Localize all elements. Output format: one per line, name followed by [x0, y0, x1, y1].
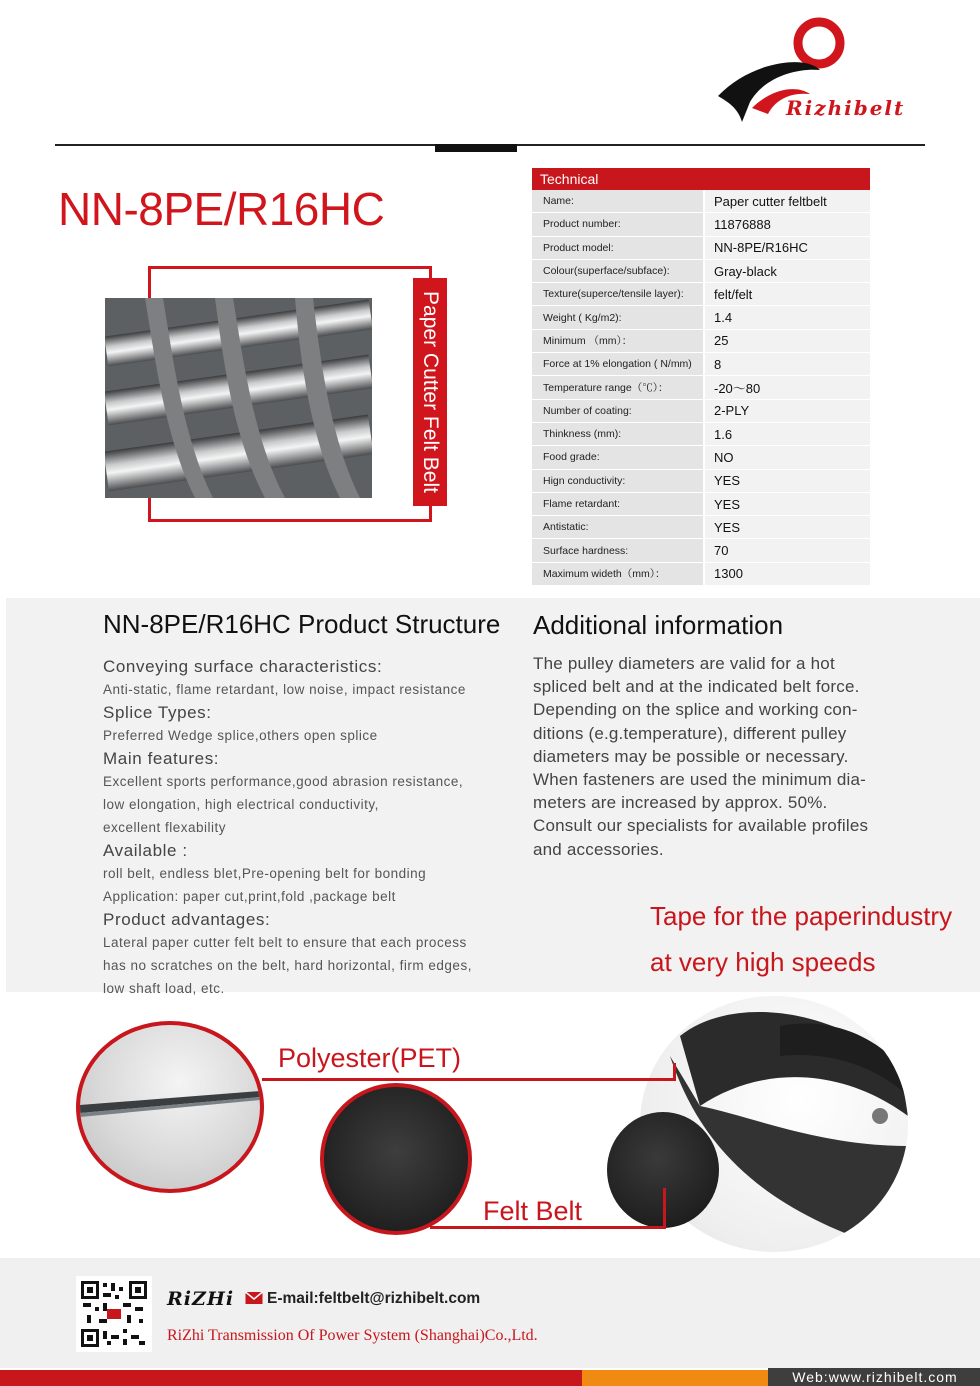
- structure-text: Lateral paper cutter felt belt to ensure that each process: [103, 935, 467, 950]
- structure-heading: Available :: [103, 841, 188, 860]
- additional-line: and accessories.: [533, 839, 664, 859]
- pet-connector-v: [673, 1063, 676, 1081]
- additional-line: When fasteners are used the minimum dia-: [533, 770, 867, 790]
- felt-connector-v: [663, 1188, 666, 1229]
- pet-connector-h: [262, 1078, 676, 1081]
- technical-key: Number of coating:: [532, 399, 704, 422]
- technical-row: [532, 469, 870, 492]
- structure-text: has no scratches on the belt, hard horizontal, firm edges,: [103, 958, 472, 973]
- technical-value: 70: [704, 539, 870, 562]
- additional-body: [533, 652, 893, 861]
- additional-line: ditions (e.g.temperature), different pulley: [533, 723, 847, 743]
- structure-heading: Main features:: [103, 749, 220, 768]
- footer-bar-red: [0, 1370, 582, 1386]
- technical-key: Force at 1% elongation ( N/mm): [532, 353, 704, 376]
- tagline-line-2: at very high speeds: [650, 947, 876, 977]
- technical-value: Paper cutter feltbelt: [704, 190, 870, 213]
- technical-value: 25: [704, 329, 870, 352]
- technical-value: YES: [704, 492, 870, 515]
- technical-key: Weight ( Kg/m2):: [532, 306, 704, 329]
- technical-value: 8: [704, 353, 870, 376]
- technical-table: [532, 190, 870, 586]
- additional-line: meters are increased by approx. 50%.: [533, 793, 828, 813]
- technical-row: [532, 516, 870, 539]
- brand-logo: [710, 10, 930, 130]
- technical-value: 1.4: [704, 306, 870, 329]
- qr-code[interactable]: [76, 1276, 152, 1352]
- structure-body: [103, 655, 513, 1000]
- product-title: NN-8PE/R16HC: [58, 183, 385, 235]
- technical-header: Technical: [532, 168, 870, 190]
- technical-key: Product number:: [532, 213, 704, 236]
- technical-value: 1.6: [704, 422, 870, 445]
- technical-key: Thinkness (mm):: [532, 422, 704, 445]
- technical-value: YES: [704, 469, 870, 492]
- technical-key: Maximum wideth（mm）：: [532, 562, 704, 585]
- structure-text: Application: paper cut,print,fold ,package belt: [103, 889, 396, 904]
- structure-text: low elongation, high electrical conductivity,: [103, 797, 379, 812]
- technical-key: Texture(superce/tensile layer):: [532, 283, 704, 306]
- technical-key: Name:: [532, 190, 704, 213]
- tagline: [650, 893, 980, 985]
- technical-value: 11876888: [704, 213, 870, 236]
- structure-text: Excellent sports performance,good abrasion resistance,: [103, 774, 464, 789]
- structure-heading: Product advantages:: [103, 910, 271, 929]
- structure-text: low shaft load, etc.: [103, 981, 225, 996]
- additional-title: Additional information: [533, 610, 784, 640]
- footer-brand-mark: RiZHi: [167, 1288, 235, 1310]
- technical-key: Hign conductivity:: [532, 469, 704, 492]
- technical-value: Gray-black: [704, 259, 870, 282]
- footer-email[interactable]: E-mail:feltbelt@rizhibelt.com: [267, 1290, 481, 1307]
- technical-value: 1300: [704, 562, 870, 585]
- technical-value: NO: [704, 446, 870, 469]
- structure-heading: Conveying surface characteristics:: [103, 657, 383, 676]
- technical-key: Flame retardant:: [532, 492, 704, 515]
- structure-text: Preferred Wedge splice,others open splice: [103, 728, 378, 743]
- additional-line: spliced belt and at the indicated belt force.: [533, 677, 860, 697]
- technical-row: [532, 492, 870, 515]
- additional-line: The pulley diameters are valid for a hot: [533, 654, 835, 673]
- felt-layer-image: [320, 1083, 472, 1235]
- technical-value: YES: [704, 516, 870, 539]
- technical-key: Antistatic:: [532, 516, 704, 539]
- footer-company: RiZhi Transmission Of Power System (Shanghai)Co.,Ltd.: [167, 1327, 538, 1344]
- technical-value: NN-8PE/R16HC: [704, 236, 870, 259]
- structure-text: excellent flexability: [103, 820, 227, 835]
- technical-value: felt/felt: [704, 283, 870, 306]
- additional-line: Depending on the splice and working con-: [533, 700, 858, 720]
- technical-row: [532, 353, 870, 376]
- tagline-line-1: Tape for the paperindustry: [650, 901, 953, 931]
- technical-row: [532, 213, 870, 236]
- technical-row: [532, 259, 870, 282]
- technical-row: [532, 539, 870, 562]
- structure-text: roll belt, endless blet,Pre-opening belt for bonding: [103, 866, 427, 881]
- product-photo: [105, 298, 372, 498]
- technical-row: [532, 306, 870, 329]
- technical-value: 2-PLY: [704, 399, 870, 422]
- structure-heading: Splice Types:: [103, 703, 212, 722]
- technical-row: [532, 376, 870, 399]
- technical-row: [532, 562, 870, 585]
- technical-key: Food grade:: [532, 446, 704, 469]
- technical-row: [532, 399, 870, 422]
- felt-layer-label: Felt Belt: [483, 1196, 583, 1226]
- structure-text: Anti-static, flame retardant, low noise, impact resistance: [103, 682, 466, 697]
- technical-row: [532, 422, 870, 445]
- technical-row: [532, 190, 870, 213]
- technical-key: Temperature range（℃）：: [532, 376, 704, 399]
- pet-layer-image: [76, 1021, 264, 1193]
- technical-row: [532, 329, 870, 352]
- additional-line: Consult our specialists for available profiles: [533, 816, 869, 836]
- structure-title: NN-8PE/R16HC Product Structure: [103, 609, 501, 639]
- mail-icon: [245, 1291, 263, 1305]
- technical-key: Colour(superface/subface):: [532, 259, 704, 282]
- brand-wordmark: Rizhibelt: [786, 96, 906, 120]
- footer-website[interactable]: Web:www.rizhibelt.com: [792, 1369, 958, 1385]
- footer-bar-orange: [582, 1370, 768, 1386]
- product-side-label: [413, 278, 447, 506]
- technical-key: Surface hardness:: [532, 539, 704, 562]
- additional-line: diameters may be possible or necessary.: [533, 746, 849, 766]
- technical-key: Minimum （mm）：: [532, 329, 704, 352]
- side-label-text: Paper Cutter Felt Belt: [419, 291, 442, 493]
- technical-row: [532, 236, 870, 259]
- pet-layer-label: Polyester(PET): [278, 1043, 462, 1073]
- technical-key: Product model:: [532, 236, 704, 259]
- header-divider-accent: [435, 144, 517, 152]
- technical-row: [532, 283, 870, 306]
- technical-row: [532, 446, 870, 469]
- technical-value: -20～80: [704, 376, 870, 399]
